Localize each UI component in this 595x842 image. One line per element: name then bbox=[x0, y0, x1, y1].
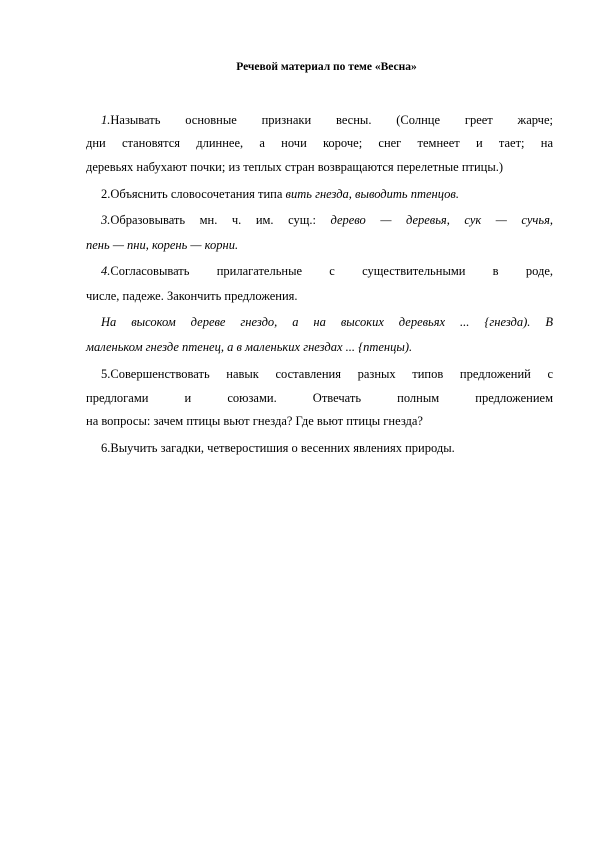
item-3-line-1 bbox=[101, 212, 553, 228]
item-3-italic-1: дерево — деревья, сук — сучья, bbox=[330, 213, 553, 227]
item-3-text: Образовывать мн. ч. им. сущ.: bbox=[110, 213, 331, 227]
item-3-number: 3. bbox=[101, 213, 111, 227]
item-2-number: 2. bbox=[101, 187, 111, 201]
item-4-text-line-1: Согласовывать прилагательные с существительными в роде, bbox=[110, 264, 553, 278]
item-2-italic: вить гнезда, выводить птенцов. bbox=[285, 187, 459, 201]
item-1-text-line-2: дни становятся длиннее, а ночи короче; снег темнеет и тает; на bbox=[86, 136, 553, 150]
item-4-example-1: На высоком дереве гнездо, а на высоких деревьях ... {гнезда). В bbox=[101, 315, 553, 329]
item-5-number: 5. bbox=[101, 367, 111, 381]
item-4-example-2: маленьком гнезде птенец, а в маленьких гнездах ... {птенцы). bbox=[86, 340, 413, 354]
item-6-text: Выучить загадки, четверостишия о весенних явлениях природы. bbox=[110, 441, 455, 455]
item-5-text-line-3: на вопросы: зачем птицы вьют гнезда? Где вьют птицы гнезда? bbox=[86, 414, 423, 428]
item-5-line-1 bbox=[101, 366, 553, 382]
item-5-text-line-2: предлогами и союзами. Отвечать полным предложением bbox=[86, 391, 553, 405]
item-2-text: Объяснить словосочетания типа bbox=[110, 187, 286, 201]
item-3-italic-2: пень — пни, корень — корни. bbox=[86, 238, 239, 252]
document-title: Речевой материал по теме «Весна» bbox=[236, 61, 417, 73]
item-4-line-1 bbox=[101, 263, 553, 279]
item-1-text-line-1: Называть основные признаки весны. (Солнце греет жарче; bbox=[110, 113, 553, 127]
item-1-line-1 bbox=[101, 112, 553, 128]
item-6-line bbox=[101, 440, 553, 456]
item-4-text-line-2: числе, падеже. Закончить предложения. bbox=[86, 289, 298, 303]
item-6-number: 6. bbox=[101, 441, 111, 455]
item-1-number: 1. bbox=[101, 113, 111, 127]
item-2-line bbox=[101, 186, 553, 202]
item-4-number: 4. bbox=[101, 264, 111, 278]
item-5-text-line-1: Совершенствовать навык составления разных типов предложений с bbox=[110, 367, 553, 381]
item-1-text-line-3: деревьях набухают почки; из теплых стран возвращаются перелетные птицы.) bbox=[86, 160, 504, 174]
